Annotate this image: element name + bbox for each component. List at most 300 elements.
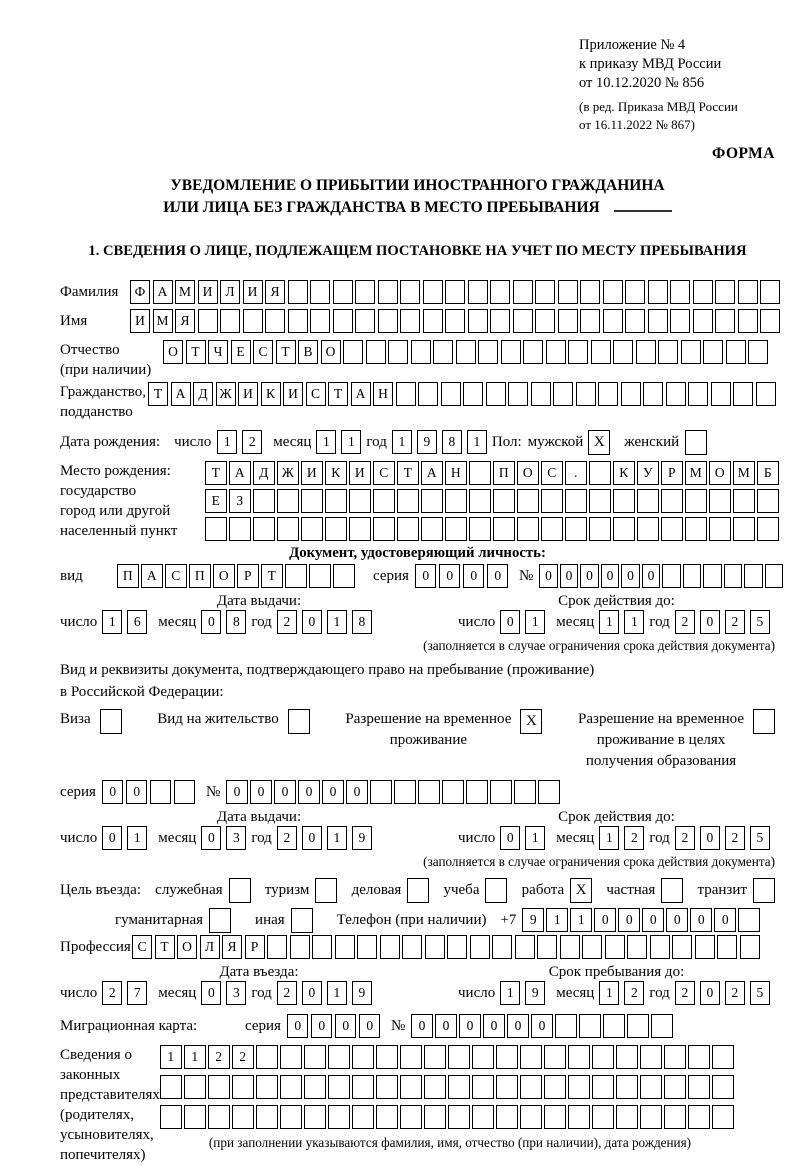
checkbox-cell[interactable]: X xyxy=(570,878,592,903)
char-cell[interactable]: М xyxy=(153,309,173,333)
char-cell[interactable] xyxy=(394,780,416,804)
char-cell[interactable]: Д xyxy=(193,382,213,406)
char-cell[interactable] xyxy=(448,1105,470,1129)
char-cell[interactable] xyxy=(712,1045,734,1069)
char-cell[interactable]: 3 xyxy=(226,981,246,1005)
char-cell[interactable] xyxy=(541,517,563,541)
char-cell[interactable] xyxy=(160,1075,182,1099)
char-cell[interactable] xyxy=(662,564,681,588)
char-cell[interactable] xyxy=(376,1105,398,1129)
char-cell[interactable]: 1 xyxy=(599,826,619,850)
char-cell[interactable]: 1 xyxy=(327,610,347,634)
char-cell[interactable]: М xyxy=(175,280,195,304)
char-cell[interactable] xyxy=(309,564,331,588)
char-cell[interactable] xyxy=(402,935,422,959)
char-cell[interactable]: Р xyxy=(245,935,265,959)
char-cell[interactable] xyxy=(637,517,659,541)
char-cell[interactable] xyxy=(568,1105,590,1129)
char-cell[interactable] xyxy=(625,309,645,333)
char-cell[interactable] xyxy=(469,517,491,541)
char-cell[interactable]: 1 xyxy=(599,981,619,1005)
char-cell[interactable]: 0 xyxy=(539,564,558,588)
char-cell[interactable] xyxy=(501,340,521,364)
char-cell[interactable]: Ф xyxy=(130,280,150,304)
char-cell[interactable] xyxy=(685,517,707,541)
char-cell[interactable]: Т xyxy=(328,382,348,406)
char-cell[interactable]: 7 xyxy=(127,981,147,1005)
char-cell[interactable] xyxy=(352,1045,374,1069)
char-cell[interactable] xyxy=(582,935,602,959)
char-cell[interactable]: Т xyxy=(205,461,227,485)
char-cell[interactable] xyxy=(535,280,555,304)
char-cell[interactable] xyxy=(400,309,420,333)
char-cell[interactable]: 9 xyxy=(417,430,437,454)
char-cell[interactable]: 0 xyxy=(250,780,272,804)
char-cell[interactable] xyxy=(538,780,560,804)
char-cell[interactable] xyxy=(490,309,510,333)
char-cell[interactable]: Т xyxy=(276,340,296,364)
char-cell[interactable] xyxy=(592,1075,614,1099)
char-cell[interactable]: С xyxy=(253,340,273,364)
char-cell[interactable] xyxy=(468,309,488,333)
char-cell[interactable]: 1 xyxy=(327,826,347,850)
char-cell[interactable]: В xyxy=(298,340,318,364)
char-cell[interactable] xyxy=(637,489,659,513)
char-cell[interactable] xyxy=(709,489,731,513)
char-cell[interactable]: И xyxy=(238,382,258,406)
char-cell[interactable]: К xyxy=(613,461,635,485)
char-cell[interactable]: Н xyxy=(373,382,393,406)
char-cell[interactable] xyxy=(517,517,539,541)
checkbox-cell[interactable] xyxy=(485,878,507,903)
char-cell[interactable] xyxy=(670,280,690,304)
char-cell[interactable] xyxy=(513,280,533,304)
char-cell[interactable] xyxy=(523,340,543,364)
char-cell[interactable] xyxy=(555,1014,577,1038)
char-cell[interactable]: У xyxy=(637,461,659,485)
char-cell[interactable]: 1 xyxy=(599,610,619,634)
checkbox-cell[interactable] xyxy=(753,709,775,734)
char-cell[interactable] xyxy=(335,935,355,959)
char-cell[interactable] xyxy=(288,280,308,304)
char-cell[interactable] xyxy=(490,280,510,304)
char-cell[interactable]: 1 xyxy=(184,1045,206,1069)
char-cell[interactable] xyxy=(421,489,443,513)
char-cell[interactable]: 0 xyxy=(690,908,712,932)
char-cell[interactable]: И xyxy=(243,280,263,304)
checkbox-cell[interactable]: X xyxy=(520,709,542,734)
char-cell[interactable] xyxy=(466,780,488,804)
char-cell[interactable] xyxy=(232,1075,254,1099)
char-cell[interactable]: О xyxy=(177,935,197,959)
char-cell[interactable] xyxy=(517,489,539,513)
char-cell[interactable] xyxy=(280,1075,302,1099)
char-cell[interactable] xyxy=(355,280,375,304)
char-cell[interactable]: 0 xyxy=(500,826,520,850)
char-cell[interactable] xyxy=(328,1105,350,1129)
char-cell[interactable] xyxy=(424,1075,446,1099)
char-cell[interactable] xyxy=(541,489,563,513)
char-cell[interactable]: Р xyxy=(237,564,259,588)
char-cell[interactable] xyxy=(640,1045,662,1069)
char-cell[interactable] xyxy=(493,517,515,541)
char-cell[interactable] xyxy=(688,382,708,406)
char-cell[interactable] xyxy=(400,280,420,304)
char-cell[interactable] xyxy=(310,309,330,333)
char-cell[interactable] xyxy=(333,309,353,333)
char-cell[interactable]: 1 xyxy=(217,430,237,454)
char-cell[interactable] xyxy=(688,1105,710,1129)
char-cell[interactable]: 2 xyxy=(102,981,122,1005)
char-cell[interactable] xyxy=(703,340,723,364)
char-cell[interactable] xyxy=(343,340,363,364)
char-cell[interactable]: Л xyxy=(220,280,240,304)
char-cell[interactable] xyxy=(447,935,467,959)
char-cell[interactable]: Я xyxy=(175,309,195,333)
char-cell[interactable]: А xyxy=(351,382,371,406)
char-cell[interactable]: 0 xyxy=(483,1014,505,1038)
char-cell[interactable]: 0 xyxy=(439,564,461,588)
char-cell[interactable]: Е xyxy=(205,489,227,513)
char-cell[interactable] xyxy=(423,280,443,304)
char-cell[interactable]: П xyxy=(117,564,139,588)
char-cell[interactable] xyxy=(693,280,713,304)
char-cell[interactable] xyxy=(373,489,395,513)
char-cell[interactable]: 0 xyxy=(302,826,322,850)
char-cell[interactable] xyxy=(445,309,465,333)
char-cell[interactable]: 1 xyxy=(500,981,520,1005)
char-cell[interactable]: П xyxy=(493,461,515,485)
char-cell[interactable] xyxy=(520,1105,542,1129)
char-cell[interactable] xyxy=(445,489,467,513)
char-cell[interactable]: 1 xyxy=(525,610,545,634)
char-cell[interactable]: 0 xyxy=(226,780,248,804)
char-cell[interactable]: 2 xyxy=(725,610,745,634)
checkbox-cell[interactable]: X xyxy=(588,430,610,455)
char-cell[interactable] xyxy=(378,309,398,333)
char-cell[interactable] xyxy=(448,1075,470,1099)
char-cell[interactable] xyxy=(661,517,683,541)
char-cell[interactable] xyxy=(325,489,347,513)
char-cell[interactable] xyxy=(537,935,557,959)
char-cell[interactable]: 8 xyxy=(226,610,246,634)
char-cell[interactable] xyxy=(648,280,668,304)
char-cell[interactable] xyxy=(738,309,758,333)
char-cell[interactable] xyxy=(280,1105,302,1129)
checkbox-cell[interactable] xyxy=(100,709,122,734)
char-cell[interactable] xyxy=(492,935,512,959)
char-cell[interactable] xyxy=(616,1075,638,1099)
char-cell[interactable]: . xyxy=(565,461,587,485)
char-cell[interactable] xyxy=(472,1105,494,1129)
char-cell[interactable]: 0 xyxy=(298,780,320,804)
char-cell[interactable] xyxy=(184,1105,206,1129)
char-cell[interactable] xyxy=(445,280,465,304)
char-cell[interactable] xyxy=(627,935,647,959)
char-cell[interactable] xyxy=(558,309,578,333)
char-cell[interactable]: 1 xyxy=(160,1045,182,1069)
char-cell[interactable] xyxy=(726,340,746,364)
char-cell[interactable] xyxy=(253,489,275,513)
char-cell[interactable]: 2 xyxy=(725,981,745,1005)
char-cell[interactable]: Я xyxy=(265,280,285,304)
char-cell[interactable]: 5 xyxy=(750,826,770,850)
char-cell[interactable]: 0 xyxy=(102,826,122,850)
char-cell[interactable] xyxy=(325,517,347,541)
char-cell[interactable]: 9 xyxy=(525,981,545,1005)
char-cell[interactable] xyxy=(613,340,633,364)
char-cell[interactable]: С xyxy=(373,461,395,485)
char-cell[interactable]: 0 xyxy=(666,908,688,932)
char-cell[interactable] xyxy=(421,517,443,541)
char-cell[interactable]: 0 xyxy=(580,564,599,588)
char-cell[interactable] xyxy=(693,309,713,333)
char-cell[interactable] xyxy=(205,517,227,541)
char-cell[interactable] xyxy=(576,382,596,406)
char-cell[interactable] xyxy=(184,1075,206,1099)
char-cell[interactable] xyxy=(756,382,776,406)
char-cell[interactable] xyxy=(425,935,445,959)
char-cell[interactable]: С xyxy=(541,461,563,485)
char-cell[interactable] xyxy=(565,517,587,541)
char-cell[interactable]: И xyxy=(130,309,150,333)
char-cell[interactable] xyxy=(445,517,467,541)
char-cell[interactable] xyxy=(640,1105,662,1129)
char-cell[interactable]: Ж xyxy=(216,382,236,406)
char-cell[interactable] xyxy=(616,1045,638,1069)
char-cell[interactable] xyxy=(733,382,753,406)
char-cell[interactable] xyxy=(220,309,240,333)
char-cell[interactable] xyxy=(442,780,464,804)
char-cell[interactable]: 1 xyxy=(392,430,412,454)
char-cell[interactable]: 8 xyxy=(352,610,372,634)
char-cell[interactable] xyxy=(478,340,498,364)
char-cell[interactable] xyxy=(515,935,535,959)
char-cell[interactable] xyxy=(658,340,678,364)
char-cell[interactable] xyxy=(560,935,580,959)
char-cell[interactable] xyxy=(715,280,735,304)
char-cell[interactable]: 2 xyxy=(208,1045,230,1069)
char-cell[interactable] xyxy=(333,280,353,304)
char-cell[interactable]: 0 xyxy=(126,780,148,804)
char-cell[interactable] xyxy=(150,780,172,804)
char-cell[interactable] xyxy=(198,309,218,333)
char-cell[interactable]: 0 xyxy=(359,1014,381,1038)
char-cell[interactable] xyxy=(650,935,670,959)
char-cell[interactable]: Ж xyxy=(277,461,299,485)
checkbox-cell[interactable] xyxy=(407,878,429,903)
char-cell[interactable]: А xyxy=(171,382,191,406)
char-cell[interactable]: 0 xyxy=(531,1014,553,1038)
char-cell[interactable]: Т xyxy=(155,935,175,959)
char-cell[interactable] xyxy=(304,1045,326,1069)
char-cell[interactable] xyxy=(486,382,506,406)
char-cell[interactable]: И xyxy=(301,461,323,485)
char-cell[interactable]: 1 xyxy=(327,981,347,1005)
char-cell[interactable]: К xyxy=(325,461,347,485)
char-cell[interactable] xyxy=(352,1105,374,1129)
char-cell[interactable]: 8 xyxy=(442,430,462,454)
char-cell[interactable] xyxy=(304,1075,326,1099)
char-cell[interactable] xyxy=(433,340,453,364)
char-cell[interactable] xyxy=(740,935,760,959)
char-cell[interactable]: 1 xyxy=(525,826,545,850)
char-cell[interactable] xyxy=(640,1075,662,1099)
char-cell[interactable] xyxy=(589,461,611,485)
char-cell[interactable] xyxy=(613,517,635,541)
char-cell[interactable] xyxy=(651,1014,673,1038)
char-cell[interactable]: 5 xyxy=(750,610,770,634)
char-cell[interactable]: 0 xyxy=(311,1014,333,1038)
char-cell[interactable] xyxy=(703,564,722,588)
char-cell[interactable] xyxy=(568,1075,590,1099)
char-cell[interactable]: 0 xyxy=(411,1014,433,1038)
char-cell[interactable] xyxy=(598,382,618,406)
char-cell[interactable]: 0 xyxy=(201,610,221,634)
char-cell[interactable] xyxy=(744,564,763,588)
char-cell[interactable] xyxy=(493,489,515,513)
char-cell[interactable] xyxy=(396,382,416,406)
char-cell[interactable] xyxy=(400,1105,422,1129)
char-cell[interactable]: А xyxy=(229,461,251,485)
char-cell[interactable] xyxy=(760,280,780,304)
char-cell[interactable]: Р xyxy=(661,461,683,485)
char-cell[interactable]: С xyxy=(165,564,187,588)
char-cell[interactable] xyxy=(496,1045,518,1069)
char-cell[interactable] xyxy=(388,340,408,364)
char-cell[interactable] xyxy=(603,280,623,304)
char-cell[interactable] xyxy=(605,935,625,959)
char-cell[interactable]: А xyxy=(141,564,163,588)
char-cell[interactable]: 2 xyxy=(624,981,644,1005)
char-cell[interactable] xyxy=(463,382,483,406)
char-cell[interactable]: 1 xyxy=(570,908,592,932)
char-cell[interactable] xyxy=(648,309,668,333)
char-cell[interactable] xyxy=(712,1075,734,1099)
char-cell[interactable]: Б xyxy=(757,461,779,485)
char-cell[interactable]: 0 xyxy=(500,610,520,634)
char-cell[interactable] xyxy=(469,489,491,513)
char-cell[interactable]: Ч xyxy=(208,340,228,364)
char-cell[interactable]: 1 xyxy=(316,430,336,454)
char-cell[interactable] xyxy=(520,1045,542,1069)
char-cell[interactable] xyxy=(370,780,392,804)
char-cell[interactable] xyxy=(621,382,641,406)
char-cell[interactable] xyxy=(664,1045,686,1069)
checkbox-cell[interactable] xyxy=(288,709,310,734)
char-cell[interactable] xyxy=(229,517,251,541)
char-cell[interactable]: Т xyxy=(397,461,419,485)
checkbox-cell[interactable] xyxy=(229,878,251,903)
char-cell[interactable] xyxy=(243,309,263,333)
char-cell[interactable]: 0 xyxy=(463,564,485,588)
char-cell[interactable] xyxy=(448,1045,470,1069)
char-cell[interactable] xyxy=(661,489,683,513)
char-cell[interactable]: 2 xyxy=(277,826,297,850)
char-cell[interactable] xyxy=(724,564,743,588)
char-cell[interactable]: О xyxy=(709,461,731,485)
char-cell[interactable] xyxy=(400,1075,422,1099)
char-cell[interactable]: 1 xyxy=(546,908,568,932)
char-cell[interactable]: 0 xyxy=(322,780,344,804)
char-cell[interactable] xyxy=(333,564,355,588)
char-cell[interactable] xyxy=(397,489,419,513)
char-cell[interactable]: К xyxy=(261,382,281,406)
char-cell[interactable]: 2 xyxy=(277,610,297,634)
char-cell[interactable]: 0 xyxy=(201,981,221,1005)
char-cell[interactable] xyxy=(760,309,780,333)
char-cell[interactable]: 0 xyxy=(700,610,720,634)
char-cell[interactable]: 1 xyxy=(467,430,487,454)
char-cell[interactable] xyxy=(285,564,307,588)
char-cell[interactable] xyxy=(589,489,611,513)
char-cell[interactable] xyxy=(603,1014,625,1038)
char-cell[interactable] xyxy=(496,1105,518,1129)
char-cell[interactable] xyxy=(664,1105,686,1129)
char-cell[interactable] xyxy=(580,280,600,304)
char-cell[interactable]: 1 xyxy=(127,826,147,850)
char-cell[interactable] xyxy=(208,1075,230,1099)
char-cell[interactable] xyxy=(695,935,715,959)
char-cell[interactable] xyxy=(376,1075,398,1099)
char-cell[interactable]: И xyxy=(198,280,218,304)
char-cell[interactable] xyxy=(513,309,533,333)
char-cell[interactable] xyxy=(733,517,755,541)
char-cell[interactable]: 0 xyxy=(487,564,509,588)
char-cell[interactable] xyxy=(616,1105,638,1129)
char-cell[interactable] xyxy=(470,935,490,959)
char-cell[interactable] xyxy=(544,1075,566,1099)
char-cell[interactable] xyxy=(301,489,323,513)
char-cell[interactable] xyxy=(301,517,323,541)
char-cell[interactable] xyxy=(312,935,332,959)
char-cell[interactable] xyxy=(267,935,287,959)
char-cell[interactable] xyxy=(757,489,779,513)
char-cell[interactable] xyxy=(544,1105,566,1129)
char-cell[interactable]: 2 xyxy=(624,826,644,850)
char-cell[interactable] xyxy=(253,517,275,541)
char-cell[interactable]: Е xyxy=(231,340,251,364)
char-cell[interactable] xyxy=(613,489,635,513)
char-cell[interactable] xyxy=(490,780,512,804)
char-cell[interactable]: 2 xyxy=(725,826,745,850)
char-cell[interactable] xyxy=(568,340,588,364)
char-cell[interactable]: 0 xyxy=(201,826,221,850)
char-cell[interactable]: 1 xyxy=(341,430,361,454)
char-cell[interactable] xyxy=(310,280,330,304)
char-cell[interactable] xyxy=(683,564,702,588)
char-cell[interactable]: 0 xyxy=(642,908,664,932)
char-cell[interactable] xyxy=(688,1075,710,1099)
char-cell[interactable] xyxy=(711,382,731,406)
char-cell[interactable] xyxy=(400,1045,422,1069)
char-cell[interactable] xyxy=(565,489,587,513)
checkbox-cell[interactable] xyxy=(315,878,337,903)
char-cell[interactable]: 2 xyxy=(242,430,262,454)
char-cell[interactable] xyxy=(160,1105,182,1129)
char-cell[interactable]: П xyxy=(189,564,211,588)
checkbox-cell[interactable] xyxy=(661,878,683,903)
char-cell[interactable]: Д xyxy=(253,461,275,485)
char-cell[interactable] xyxy=(352,1075,374,1099)
char-cell[interactable]: З xyxy=(229,489,251,513)
char-cell[interactable] xyxy=(715,309,735,333)
char-cell[interactable]: 0 xyxy=(302,981,322,1005)
char-cell[interactable]: 0 xyxy=(507,1014,529,1038)
char-cell[interactable]: 0 xyxy=(415,564,437,588)
char-cell[interactable] xyxy=(688,1045,710,1069)
char-cell[interactable] xyxy=(627,1014,649,1038)
